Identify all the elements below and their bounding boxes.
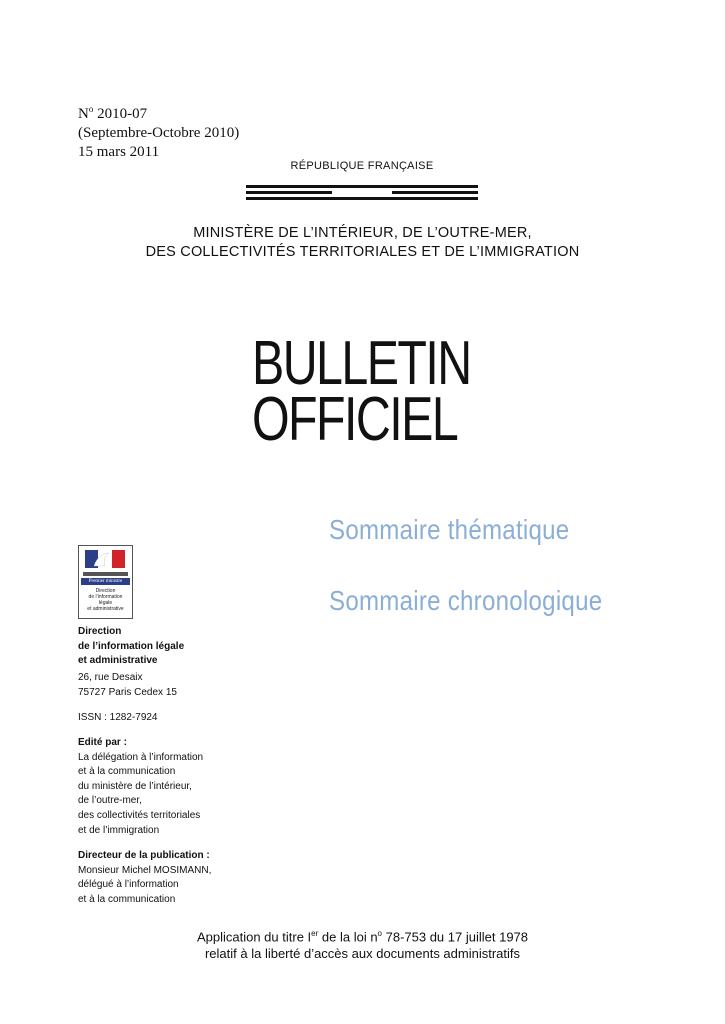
issue-date: 15 mars 2011	[78, 144, 160, 160]
issn: ISSN : 1282-7924	[78, 712, 158, 723]
director-label: Directeur de la publication :	[78, 850, 210, 861]
director-line: Monsieur Michel MOSIMANN,	[78, 864, 212, 876]
ministry-name	[60, 224, 665, 262]
address-line: 26, rue Desaix	[78, 672, 143, 683]
edited-by-line: et de l’immigration	[78, 824, 160, 836]
publisher-org	[78, 625, 184, 669]
dila-logo	[78, 545, 133, 619]
publisher-address	[78, 671, 177, 700]
republique-francaise: RÉPUBLIQUE FRANÇAISE	[290, 160, 434, 172]
publisher-org-line: Direction	[78, 626, 122, 637]
title-line-1: BULLETIN	[252, 329, 471, 398]
logo-text	[79, 588, 132, 612]
logo-text-line: légale	[98, 600, 113, 606]
sommaire-chronologique-link[interactable]: Sommaire chronologique	[329, 585, 603, 616]
director-line: délégué à l’information	[78, 879, 179, 891]
publisher-org-line: et administrative	[78, 655, 158, 667]
edited-by-line: des collectivités territoriales	[78, 809, 201, 821]
issue-number: $N^o$ 2010-07	[78, 104, 148, 122]
tricolor-rule	[246, 184, 478, 200]
address-line: 75727 Paris Cedex 15	[78, 686, 177, 698]
logo-text-line: Direction	[95, 588, 116, 594]
issue-info	[78, 100, 239, 162]
edited-by-line: du ministère de l’intérieur,	[78, 780, 192, 792]
legal-notice-line-2: relatif à la liberté d’accès aux documents administratifs	[204, 946, 521, 962]
edited-by-line: de l’outre-mer,	[78, 795, 142, 807]
sommaire-thematique-link[interactable]: Sommaire thématique	[329, 514, 570, 545]
edited-by-line: La délégation à l’information	[78, 751, 204, 763]
logo-premier-ministre: Premier ministre	[81, 578, 130, 585]
ministry-line-1: MINISTÈRE DE L’INTÉRIEUR, DE L’OUTRE-MER,	[193, 225, 532, 241]
edited-by-line: et à la communication	[78, 766, 176, 778]
logo-text-line: de l’information	[88, 594, 123, 600]
bulletin-title	[252, 329, 471, 454]
ministry-line-2: DES COLLECTIVITÉS TERRITORIALES ET DE L’IMMIGRATION	[145, 244, 580, 260]
title-line-2: OFFICIEL	[252, 385, 458, 454]
edited-by	[78, 736, 203, 838]
publisher-org-line: de l’information légale	[78, 640, 185, 652]
legal-notice	[120, 925, 605, 962]
publication-director	[78, 849, 211, 907]
logo-text-line: et administrative	[87, 606, 124, 612]
issue-period: (Septembre-Octobre 2010)	[78, 125, 240, 141]
legal-notice-line-1: Application du titre Ier de la loi $n^o$ 78-753 du 17 juillet 1978	[196, 929, 529, 945]
director-line: et à la communication	[78, 893, 176, 905]
logo-band	[83, 572, 128, 576]
edited-by-label: Edité par :	[78, 737, 127, 748]
marianne-flag-icon	[85, 550, 125, 568]
